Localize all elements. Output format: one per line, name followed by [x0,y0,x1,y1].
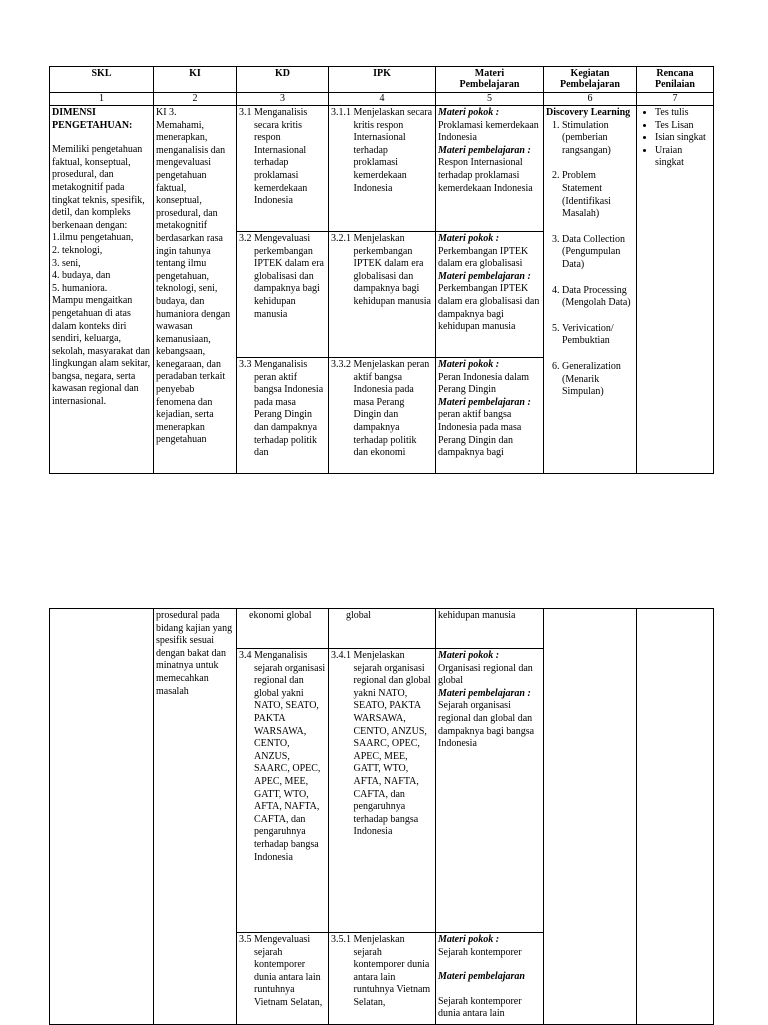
kd-text: Menganalisis secara kritis respon Internasional terhadap proklamasi kemerdekaan Indonesia [254,107,308,207]
ipk-code: 3.3.2 [331,359,351,370]
ipk-text: Menjelaskan perkembangan IPTEK dalam era globalisasi dan dampaknya bagi kehidupan manusia [353,233,431,307]
column-number-row [50,93,714,106]
kd-code: 3.4 [239,650,252,661]
materi-pembelajaran-label: Materi pembelajaran : [438,144,531,156]
materi-cell [436,933,544,1025]
materi-cell [436,358,544,474]
kegiatan-title: Discovery Learning [546,107,631,118]
kd-text: ekonomi global [249,610,312,621]
materi-pembelajaran-text: Respon Internasional terhadap proklamasi kemerdekaan Indonesia [438,157,533,194]
materi-pembelajaran-label: Materi pembelajaran [438,971,525,983]
table-row [50,609,714,649]
kd-code: 3.5 [239,934,252,945]
col-number: 7 [637,93,714,106]
materi-pembelajaran-text: Sejarah kontemporer dunia antara lain [438,995,522,1020]
materi-pokok-label: Materi pokok : [438,934,500,945]
ipk-text: Menjelaskan sejarah organisasi regional dan global yakni NATO, SEATO, PAKTA WARSAWA, CENTO, ANZUS, SAARC, OPEC, APEC, MEE, GATT, WTO, AFTA, NAFTA, CAFTA, dan pengaruhnya terhadap bangsa Indonesia [353,650,431,838]
kd-cell [237,358,329,474]
col-number: 1 [50,93,154,106]
header-ipk: IPK [329,67,436,93]
materi-pokok-text: Organisasi regional dan global [438,662,533,687]
materi-pokok-text: Peran Indonesia dalam Perang Dingin [438,371,530,396]
kd-cell [237,933,329,1025]
kd-code: 3.1 [239,107,252,118]
kd-text: Menganalisis sejarah organisasi regional dan global yakni NATO, SEATO, PAKTA WARSAWA, CENTO, ANZUS, SAARC, OPEC, APEC, MEE, GATT, WTO, AFTA, NAFTA, CAFTA, dan pengaruhnya terhadap bangsa Indonesia [254,650,326,863]
kegiatan-steps [546,120,634,399]
ipk-code: 3.1.1 [331,107,351,118]
header-kd: KD [237,67,329,93]
kd-text: Mengevaluasi sejarah kontemporer dunia antara lain runtuhnya Vietnam Selatan, [254,934,323,1008]
materi-pembelajaran-text: Sejarah organisasi regional dan global dan dampaknya bagi bangsa Indonesia [438,700,535,750]
materi-pembelajaran-text: peran aktif bangsa Indonesia pada masa Perang Dingin dan dampaknya bagi [438,409,522,459]
kd-text: Mengevaluasi perkembangan IPTEK dalam era globalisasi dan dampaknya bagi kehidupan manusia [254,233,324,320]
materi-pembelajaran-label: Materi pembelajaran : [438,270,531,282]
kd-cell [237,106,329,232]
ipk-code: 3.2.1 [331,233,351,244]
kegiatan-cell [544,106,637,474]
kd-text: Menganalisis peran aktif bangsa Indonesia pada masa Perang Dingin dan dampaknya terhadap politik dan [254,359,324,459]
rpp-table-page1 [49,66,714,474]
materi-cell [436,649,544,933]
materi-pembelajaran-text: Perkembangan IPTEK dalam era globalisasi dan dampaknya bagi kehidupan manusia [438,283,540,333]
materi-pokok-text: Perkembangan IPTEK dalam era globalisasi [438,245,529,270]
skl-body: Memiliki pengetahuan faktual, konseptual, prosedural, dan metakognitif pada tingkat teknis, spesifik, detil, dan kompleks berkenaan dengan: 1.ilmu pengetahuan, 2. teknologi, 3. seni, 4. budaya, dan 5. humaniora. Mampu mengaitkan pengetahuan di atas dalam konteks diri sendiri, keluarga, sekolah, masyarakat dan lingkungan alam sekitar, bangsa, negara, serta kawasan regional dan internasional. [52,144,151,408]
penilaian-item: • Tes Lisan [655,120,711,133]
kd-cell [237,609,329,649]
col-number: 4 [329,93,436,106]
materi-cell [436,232,544,358]
skl-cell [50,106,154,474]
penilaian-item: • Uraian singkat [655,145,711,170]
materi-pokok-text: Proklamasi kemerdekaan Indonesia [438,119,539,144]
col-number: 2 [154,93,237,106]
ipk-text: Menjelaskan peran aktif bangsa Indonesia pada masa Perang Dingin dan dampaknya terhadap politik dan ekonomi [353,359,430,459]
materi-pokok-label: Materi pokok : [438,107,500,118]
ipk-cell [329,358,436,474]
ipk-code: 3.5.1 [331,934,351,945]
ipk-cell [329,609,436,649]
materi-pokok-text: Sejarah kontemporer [438,946,522,958]
header-row [50,67,714,93]
kegiatan-step: 3. Data Collection (Pengumpulan Data) [562,234,634,272]
col-number: 5 [436,93,544,106]
header-ki: KI [154,67,237,93]
penilaian-item: • Tes tulis [655,107,711,120]
penilaian-cell [637,609,714,1025]
penilaian-item: • Isian singkat [655,132,711,145]
header-materi: Materi Pembelajaran [436,67,544,93]
skl-cell [50,609,154,1025]
kegiatan-step: 2. Problem Statement (Identifikasi Masalah) [562,170,634,220]
header-penilaian: Rencana Penilaian [637,67,714,93]
materi-pokok-label: Materi pokok : [438,359,500,370]
kegiatan-step: 6. Generalization (Menarik Simpulan) [562,361,634,399]
ipk-code: 3.4.1 [331,650,351,661]
kd-cell [237,232,329,358]
penilaian-list [639,107,711,170]
ipk-cell [329,106,436,232]
kd-code: 3.2 [239,233,252,244]
col-number: 3 [237,93,329,106]
col-number: 6 [544,93,637,106]
materi-cell [436,609,544,649]
ipk-cell [329,232,436,358]
rpp-table-page2 [49,608,714,1025]
materi-pokok-label: Materi pokok : [438,650,500,661]
kegiatan-step: 4. Data Processing (Mengolah Data) [562,285,634,310]
ipk-cell [329,933,436,1025]
materi-cell [436,106,544,232]
kd-code: 3.3 [239,359,252,370]
materi-pembelajaran-label: Materi pembelajaran : [438,396,531,408]
ipk-text: global [346,610,371,621]
ki-cell: KI 3. Memahami, menerapkan, menganalisis dan mengevaluasi pengetahuan faktual, konseptual, prosedural, dan metakognitif berdasarkan rasa ingin tahunya tentang ilmu pengetahuan, teknologi, seni, budaya, dan humaniora dengan wawasan kemanusiaan, kebangsaan, kenegaraan, dan peradaban terkait penyebab fenomena dan kejadian, serta menerapkan pengetahuan [154,106,237,474]
header-kegiatan: Kegiatan Pembelajaran [544,67,637,93]
ipk-cell [329,649,436,933]
kegiatan-step: 1. Stimulation (pemberian rangsangan) [562,120,634,158]
header-skl: SKL [50,67,154,93]
kd-cell [237,649,329,933]
penilaian-cell [637,106,714,474]
ipk-text: Menjelaskan sejarah kontemporer dunia antara lain runtuhnya Vietnam Selatan, [353,934,431,1008]
ipk-text: Menjelaskan secara kritis respon Internasional terhadap proklamasi kemerdekaan Indonesia [353,107,433,194]
kegiatan-cell [544,609,637,1025]
materi-pembelajaran-label: Materi pembelajaran : [438,687,531,699]
materi-pokok-label: Materi pokok : [438,233,500,244]
skl-title: DIMENSI PENGETAHUAN: [52,107,133,131]
kegiatan-step: 5. Verivication/ Pembuktian [562,323,634,348]
ki-cell: prosedural pada bidang kajian yang spesifik sesuai dengan bakat dan minatnya untuk memecahkan masalah [154,609,237,1025]
table-row [50,106,714,232]
materi-pembelajaran-text: kehidupan manusia [438,610,516,621]
